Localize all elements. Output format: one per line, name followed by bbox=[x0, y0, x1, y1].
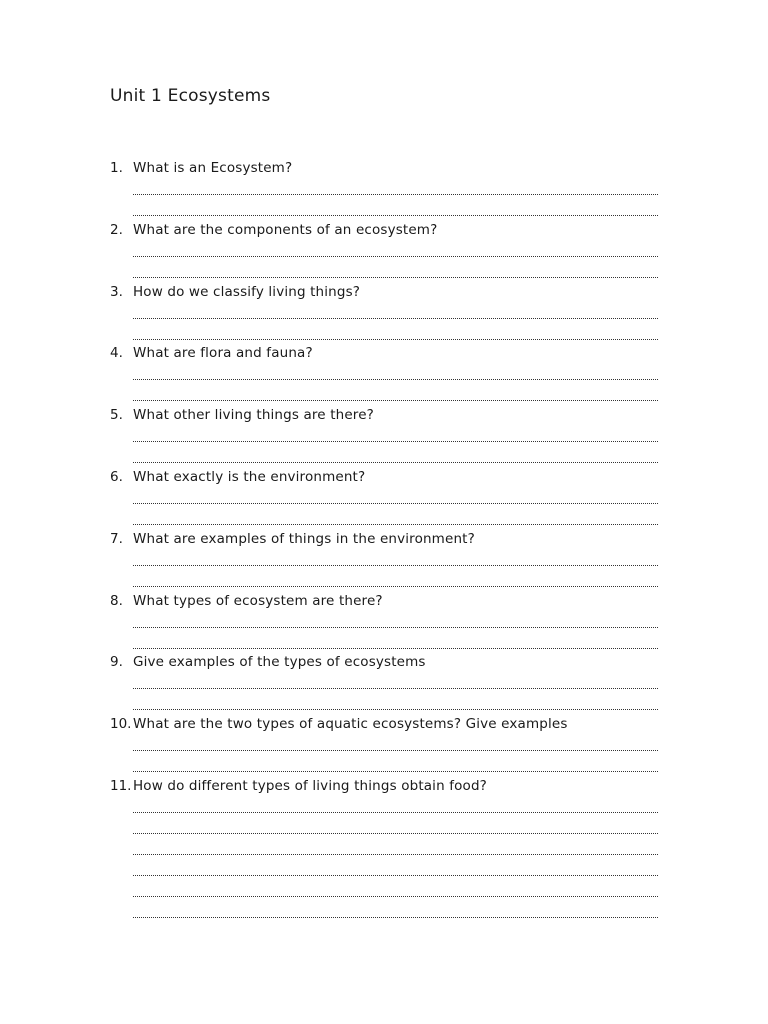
answer-line[interactable] bbox=[133, 379, 658, 380]
answer-line[interactable] bbox=[133, 524, 658, 525]
question-text: What other living things are there? bbox=[133, 407, 374, 424]
answer-line[interactable] bbox=[133, 215, 658, 216]
answer-line[interactable] bbox=[133, 648, 658, 649]
question-text: How do we classify living things? bbox=[133, 283, 361, 300]
answer-line[interactable] bbox=[133, 854, 658, 855]
question-number: 4. bbox=[110, 345, 123, 362]
question-text: What are the components of an ecosystem? bbox=[133, 221, 438, 238]
answer-line[interactable] bbox=[133, 917, 658, 918]
question-row bbox=[0, 653, 768, 671]
answer-line[interactable] bbox=[133, 875, 658, 876]
answer-line[interactable] bbox=[133, 194, 658, 195]
question-text: Give examples of the types of ecosystems bbox=[133, 654, 426, 671]
answer-line[interactable] bbox=[133, 277, 658, 278]
question-row bbox=[0, 221, 768, 239]
answer-line[interactable] bbox=[133, 318, 658, 319]
question-row bbox=[0, 592, 768, 610]
question-row bbox=[0, 344, 768, 362]
question-number: 7. bbox=[110, 530, 123, 547]
question-row bbox=[0, 530, 768, 548]
answer-line[interactable] bbox=[133, 833, 658, 834]
answer-line[interactable] bbox=[133, 586, 658, 587]
answer-line[interactable] bbox=[133, 256, 658, 257]
answer-line[interactable] bbox=[133, 400, 658, 401]
question-text: What are flora and fauna? bbox=[133, 345, 313, 362]
answer-line[interactable] bbox=[133, 688, 658, 689]
question-row bbox=[0, 777, 768, 795]
question-number: 10. bbox=[110, 716, 132, 733]
question-number: 11. bbox=[110, 778, 132, 794]
answer-line[interactable] bbox=[133, 503, 658, 504]
question-text: What are the two types of aquatic ecosystems? Give examples bbox=[133, 716, 568, 733]
question-text: What types of ecosystem are there? bbox=[133, 592, 383, 609]
answer-line[interactable] bbox=[133, 565, 658, 566]
question-row bbox=[0, 715, 768, 733]
question-number: 8. bbox=[110, 592, 123, 609]
question-number: 5. bbox=[110, 407, 123, 424]
answer-line[interactable] bbox=[133, 896, 658, 897]
question-number: 3. bbox=[110, 283, 123, 300]
answer-line[interactable] bbox=[133, 462, 658, 463]
answer-line[interactable] bbox=[133, 771, 658, 772]
answer-line[interactable] bbox=[133, 812, 658, 813]
question-row bbox=[0, 406, 768, 424]
answer-line[interactable] bbox=[133, 339, 658, 340]
question-number: 2. bbox=[110, 221, 123, 238]
answer-line[interactable] bbox=[133, 441, 658, 442]
answer-line[interactable] bbox=[133, 709, 658, 710]
question-number: 1. bbox=[110, 160, 123, 176]
question-row bbox=[0, 468, 768, 486]
answer-line[interactable] bbox=[133, 750, 658, 751]
question-text: What are examples of things in the environment? bbox=[133, 530, 475, 547]
question-number: 6. bbox=[110, 469, 123, 485]
question-text: What exactly is the environment? bbox=[133, 469, 366, 485]
question-row bbox=[0, 283, 768, 301]
page-title: Unit 1 Ecosystems bbox=[110, 86, 271, 106]
answer-line[interactable] bbox=[133, 627, 658, 628]
question-text: What is an Ecosystem? bbox=[133, 160, 293, 176]
question-text: How do different types of living things obtain food? bbox=[133, 778, 487, 794]
question-row bbox=[0, 159, 768, 177]
question-number: 9. bbox=[110, 654, 123, 671]
